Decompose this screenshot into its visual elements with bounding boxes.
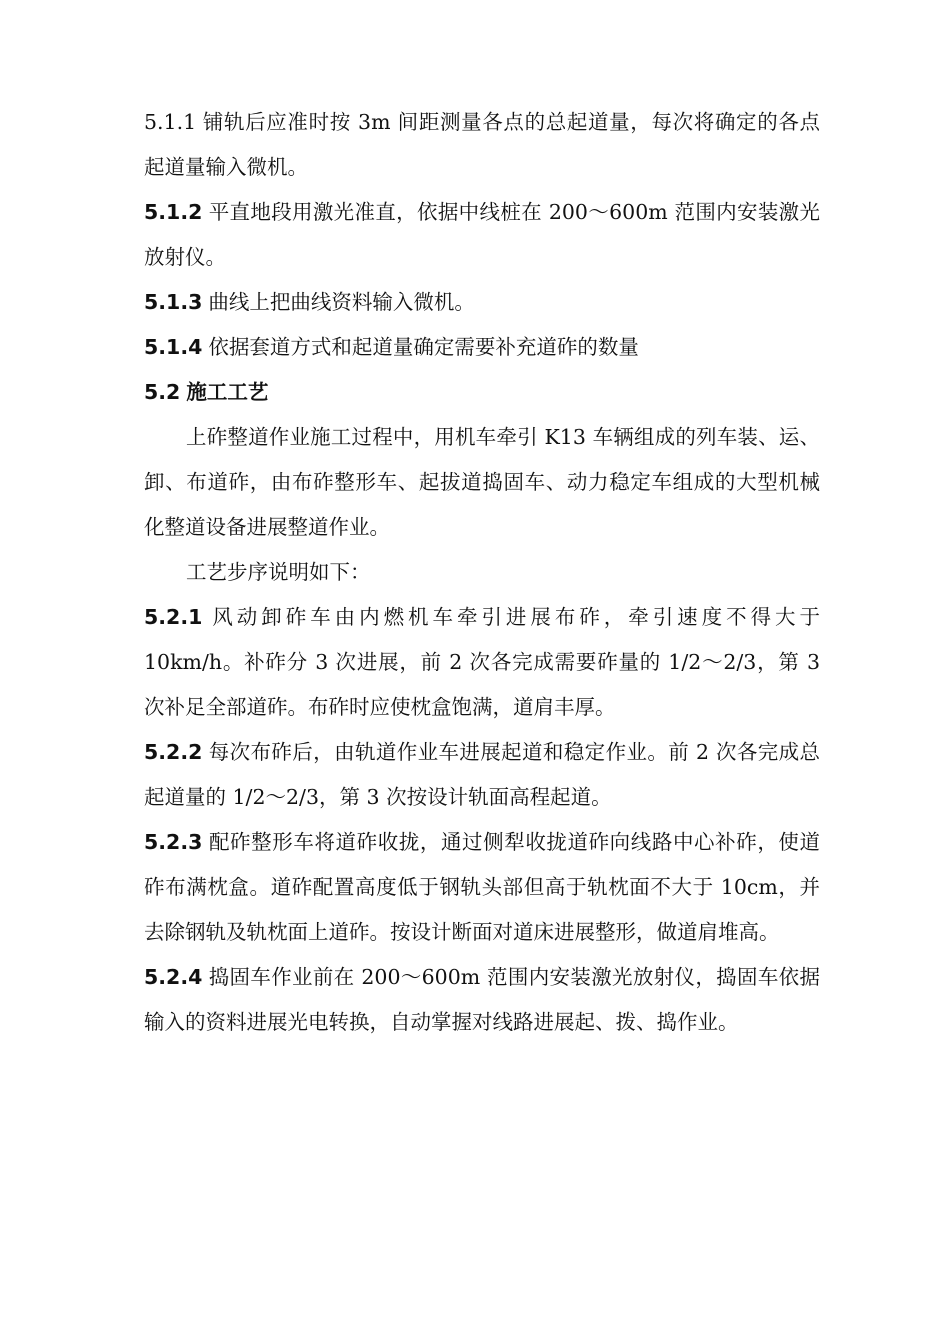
- step-number: 5.2.1: [144, 605, 203, 629]
- section-heading: [144, 370, 820, 415]
- item-5-1-3: [144, 280, 820, 325]
- item-5-1-4: [144, 325, 820, 370]
- item-text: 铺轨后应准时按 3m 间距测量各点的总起道量，每次将确定的各点起道量输入微机。: [144, 110, 820, 179]
- document-body: [144, 100, 820, 1045]
- step-5-2-1: [144, 595, 820, 730]
- item-number: 5.1.2: [144, 200, 203, 224]
- step-text: 配砟整形车将道砟收拢，通过侧犁收拢道砟向线路中心补砟，使道砟布满枕盒。道砟配置高度低于钢轨头部但高于轨枕面不大于 10cm，并去除钢轨及轨枕面上道砟。按设计断面对道床进展整形，做道肩堆高。: [144, 830, 820, 944]
- item-text: 平直地段用激光准直，依据中线桩在 200～600m 范围内安装激光放射仪。: [144, 200, 820, 269]
- step-text: 捣固车作业前在 200～600m 范围内安装激光放射仪，捣固车依据输入的资料进展光电转换，自动掌握对线路进展起、拨、捣作业。: [144, 965, 820, 1034]
- step-text: 每次布砟后，由轨道作业车进展起道和稳定作业。前 2 次各完成总起道量的 1/2～2/3，第 3 次按设计轨面高程起道。: [144, 740, 820, 809]
- section-number: 5.2: [144, 380, 181, 404]
- item-text: 依据套道方式和起道量确定需要补充道砟的数量: [208, 335, 639, 359]
- item-text: 曲线上把曲线资料输入微机。: [208, 290, 475, 314]
- step-number: 5.2.3: [144, 830, 203, 854]
- item-5-1-1: [144, 100, 820, 190]
- step-5-2-3: [144, 820, 820, 955]
- step-text: 风动卸砟车由内燃机车牵引进展布砟，牵引速度不得大于 10km/h。补砟分 3 次进展，前 2 次各完成需要砟量的 1/2～2/3，第 3 次补足全部道砟。布砟时应使枕盒饱满，道肩丰厚。: [144, 605, 820, 719]
- step-5-2-4: [144, 955, 820, 1045]
- item-number: 5.1.1: [144, 110, 197, 134]
- step-number: 5.2.2: [144, 740, 203, 764]
- body-paragraph: 上砟整道作业施工过程中，用机车牵引 K13 车辆组成的列车装、运、卸、布道砟，由布砟整形车、起拔道捣固车、动力稳定车组成的大型机械化整道设备进展整道作业。: [144, 425, 820, 539]
- step-number: 5.2.4: [144, 965, 203, 989]
- section-title: 施工工艺: [186, 380, 269, 404]
- item-5-1-2: [144, 190, 820, 280]
- step-5-2-2: [144, 730, 820, 820]
- body-paragraph: 工艺步序说明如下：: [186, 560, 371, 584]
- item-number: 5.1.4: [144, 335, 203, 359]
- item-number: 5.1.3: [144, 290, 203, 314]
